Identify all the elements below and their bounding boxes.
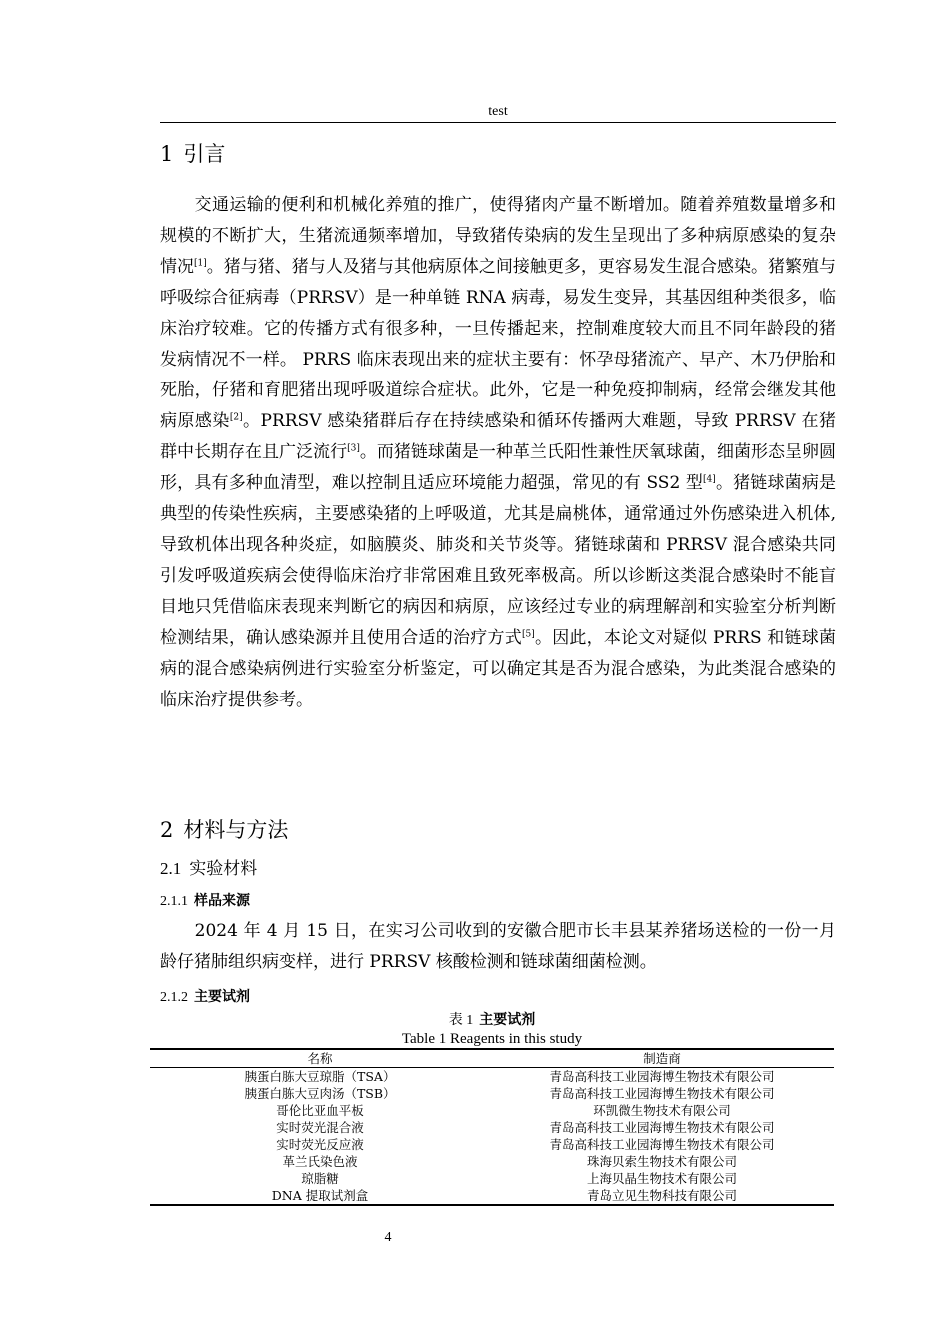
reagent-name: 实时荧光反应液 <box>276 1137 364 1152</box>
section-1-title: 引言 <box>183 142 226 166</box>
section-2-heading <box>160 817 288 843</box>
section-1-heading <box>160 141 225 167</box>
table-1-caption-title: 主要试剂 <box>479 1012 536 1028</box>
section-2-number: 2 <box>160 818 174 842</box>
reagent-name: 琼脂糖 <box>301 1171 339 1186</box>
reagent-name: 革兰氏染色液 <box>282 1154 358 1169</box>
table-1-caption-en: Table 1 Reagents in this study <box>401 1031 583 1047</box>
section-1-number: 1 <box>160 142 174 166</box>
table-1-caption-zh <box>150 1011 834 1030</box>
table-row <box>150 1187 834 1205</box>
page-header: test <box>488 104 508 119</box>
subsection-2-1-1-number: 2.1.1 <box>160 894 188 909</box>
reagent-name: 实时荧光混合液 <box>276 1120 364 1135</box>
reagent-manufacturer: 环凯微生物技术有限公司 <box>593 1103 731 1118</box>
reagent-name: 胰蛋白胨大豆琼脂（TSA） <box>244 1069 396 1084</box>
table-row <box>150 1085 834 1102</box>
table-row <box>150 1068 834 1086</box>
intro-text-1: 交通运输的便利和机械化养殖的推广，使得猪肉产量不断增加。随着养殖数量增多和规模的不断扩大，生猪流通频率增加，导致猪传染病的发生呈现出了多种病原感染的复杂情况 <box>160 195 836 277</box>
subsection-2-1-number: 2.1 <box>160 859 182 878</box>
intro-text-3: 。PRRSV 感染猪群后存在持续感染和循环传播两大难题，导致 PRRSV 在猪群中长期存在且广泛流行 <box>160 411 837 463</box>
intro-text-6: 。因此，本论文对疑似 PRRS 和链球菌病的混合感染病例进行实验室分析鉴定，可以确定其是否为混合感染，为此类混合感染的临床治疗提供参考。 <box>160 627 836 710</box>
column-header-name: 名称 <box>307 1051 333 1066</box>
subsection-2-1-2-heading <box>160 988 250 1007</box>
header-rule <box>160 122 836 123</box>
table-row <box>150 1102 834 1119</box>
table-row <box>150 1170 834 1187</box>
reagent-manufacturer: 青岛高科技工业园海博生物技术有限公司 <box>549 1069 775 1084</box>
intro-text-4: 。而猪链球菌是一种革兰氏阳性兼性厌氧球菌，细菌形态呈卵圆形，具有多种血清型，难以控制且适应环境能力超强，常见的有 SS2 型 <box>160 442 837 494</box>
reagents-table <box>150 1048 834 1206</box>
table-row <box>150 1136 834 1153</box>
reagent-name: 哥伦比亚血平板 <box>276 1103 364 1118</box>
citation-3: [3] <box>347 443 360 454</box>
reagent-name: DNA 提取试剂盒 <box>271 1188 369 1203</box>
reagent-manufacturer: 上海贝晶生物技术有限公司 <box>586 1171 737 1186</box>
table-row <box>150 1153 834 1170</box>
reagent-manufacturer: 青岛高科技工业园海博生物技术有限公司 <box>549 1120 775 1135</box>
column-header-manufacturer: 制造商 <box>643 1051 681 1066</box>
reagent-name: 胰蛋白胨大豆肉汤（TSB） <box>244 1086 396 1101</box>
subsection-2-1-heading <box>160 859 257 879</box>
table-row <box>150 1119 834 1136</box>
sample-source-paragraph: 2024 年 4 月 15 日，在实习公司收到的安徽合肥市长丰县某养猪场送检的一份一月龄仔猪肺组织病变样，进行 PRRSV 核酸检测和链球菌细菌检测。 <box>160 921 836 972</box>
subsection-2-1-2-number: 2.1.2 <box>160 990 188 1005</box>
reagent-manufacturer: 珠海贝索生物技术有限公司 <box>586 1154 737 1169</box>
reagent-manufacturer: 青岛高科技工业园海博生物技术有限公司 <box>549 1086 775 1101</box>
intro-text-5: 。猪链球菌病是典型的传染性疾病，主要感染猪的上呼吸道，尤其是扁桃体，通常通过外伤感染进入机体,导致机体出现各种炎症，如脑膜炎、肺炎和关节炎等。猪链球菌和 PRRSV 混合感染共同引发呼吸道疾病会使得临床治疗非常困难且致死率极高。所以诊断这类混合感染时不能盲目地只凭借临床表现来判断它的病因和病原，应该经过专业的病理解剖和实验室分析判断检测结果，确认感染源并且使用合适的治疗方式 <box>160 473 837 648</box>
table-1-caption-number: 表 1 <box>448 1013 474 1028</box>
subsection-2-1-1-title: 样品来源 <box>194 893 250 909</box>
citation-1: [1] <box>194 258 207 269</box>
citation-4: [4] <box>703 474 716 485</box>
table-header-row <box>150 1049 834 1068</box>
subsection-2-1-2-title: 主要试剂 <box>194 989 250 1005</box>
section-2-title: 材料与方法 <box>183 818 289 842</box>
subsection-2-1-1-heading <box>160 892 250 911</box>
reagent-manufacturer: 青岛高科技工业园海博生物技术有限公司 <box>549 1137 775 1152</box>
citation-2: [2] <box>229 412 243 423</box>
page-number: 4 <box>384 1230 392 1245</box>
subsection-2-1-title: 实验材料 <box>189 859 258 879</box>
reagent-manufacturer: 青岛立见生物科技有限公司 <box>586 1188 737 1203</box>
citation-5: [5] <box>521 629 535 640</box>
introduction-paragraph <box>160 190 836 715</box>
intro-text-2: 。猪与猪、猪与人及猪与其他病原体之间接触更多，更容易发生混合感染。猪繁殖与呼吸综合征病毒（PRRSV）是一种单链 RNA 病毒，易发生变异，其基因组种类很多，临床治疗较难。它的传播方式有很多种，一旦传播起来，控制难度较大而且不同年龄段的猪发病情况不一样。 PRRS 临床表现出来的症状主要有：怀孕母猪流产、早产、木乃伊胎和死胎，仔猪和育肥猪出现呼吸道综合症状。此外，它是一种免疫抑制病，经常会继发其他病原感染 <box>160 256 837 432</box>
